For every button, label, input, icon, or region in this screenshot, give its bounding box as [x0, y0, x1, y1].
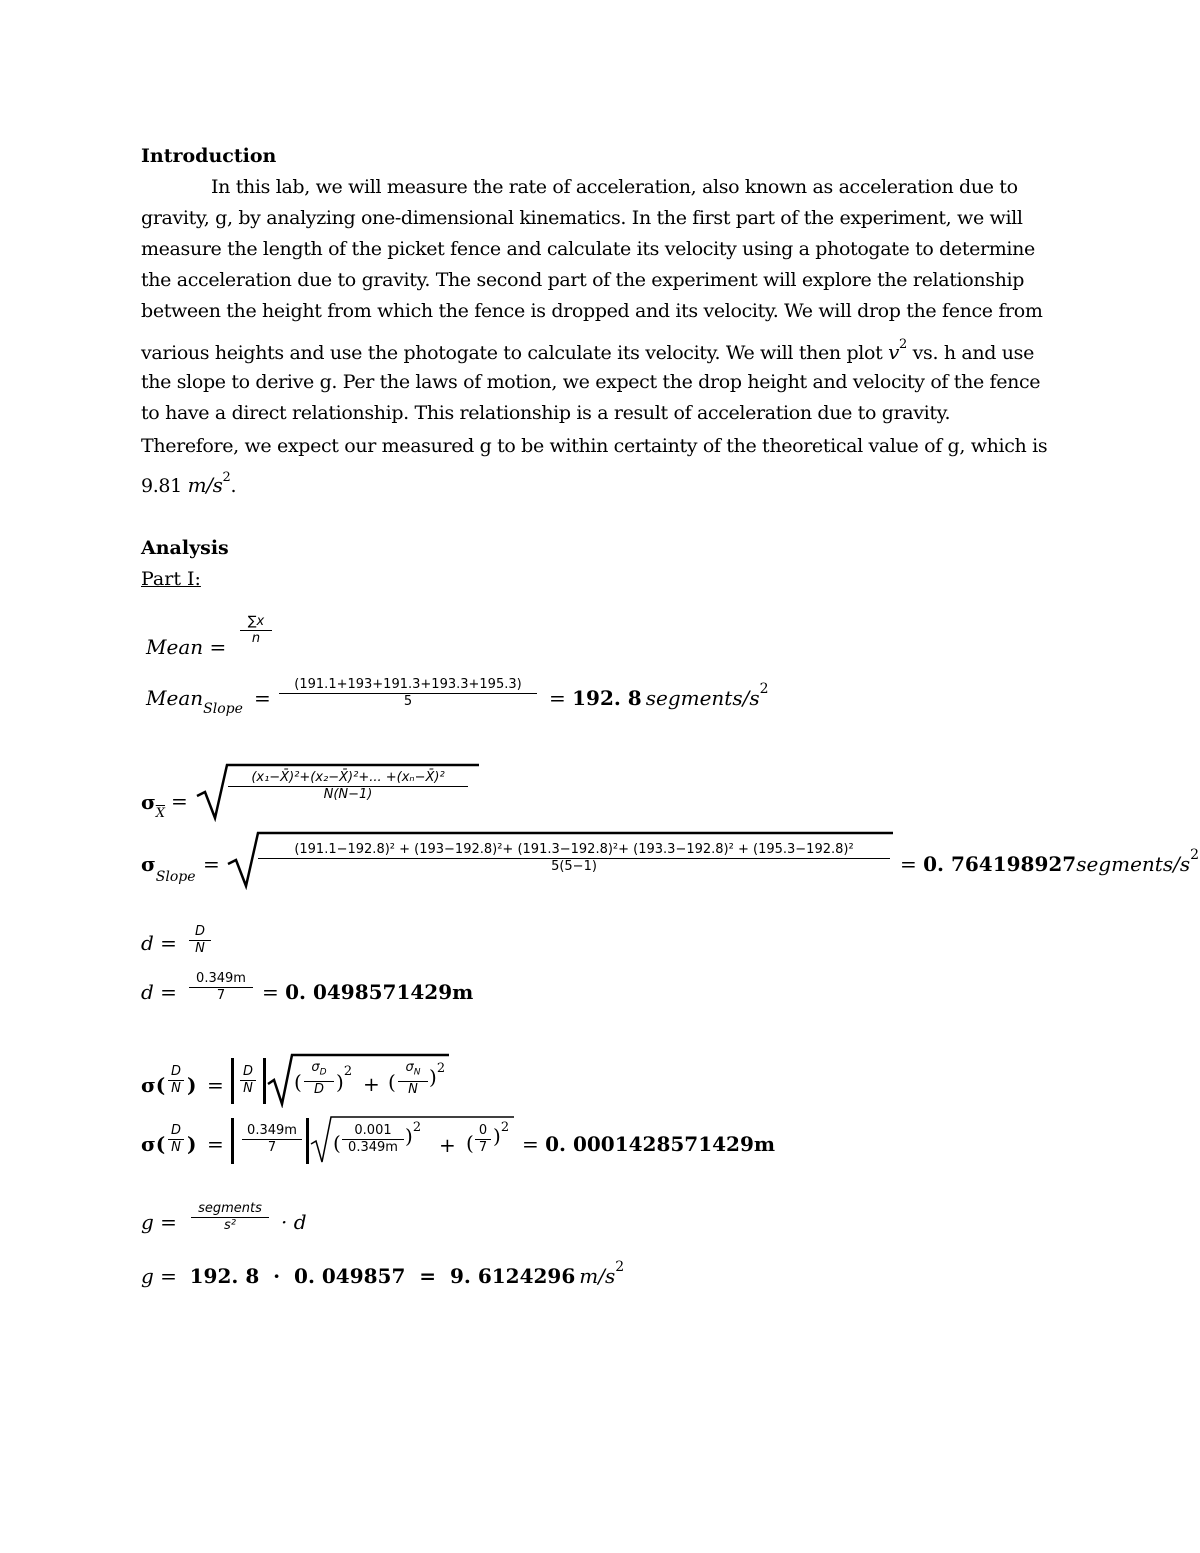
paren-open-c: ( — [333, 1131, 341, 1155]
sigma-slope-unit: segments/s — [1076, 852, 1191, 876]
sigma-dn-arg-den-2: N — [168, 1139, 184, 1156]
paren-close-d: )$^2$ — [493, 1120, 510, 1148]
equals-5: = — [207, 1132, 224, 1156]
intro-line-10 — [141, 469, 237, 497]
d-calc-denominator: 7 — [189, 987, 253, 1004]
intro-line-6 — [141, 336, 1034, 364]
sigma-dn-arg-fraction-1 — [168, 1064, 184, 1097]
intro-line-3: measure the length of the picket fence and calculate its velocity using a photogate to determine — [141, 238, 1035, 260]
g-calc-unit: m/s — [579, 1264, 616, 1288]
sd-den-a: D — [304, 1081, 334, 1098]
mean-slope-unit: segments/s — [645, 686, 760, 710]
paren-close-a: )$^2$ — [336, 1064, 353, 1094]
g-rhs: · d — [281, 1210, 307, 1234]
sd-result-value: 0. 0001428571429m — [545, 1132, 776, 1156]
paren-open-d: ( — [466, 1131, 474, 1155]
intro-line-7: the slope to derive g. Per the laws of motion, we expect the drop height and velocity of the fence — [141, 371, 1041, 393]
sigma-slope-value: 0. 764198927 — [923, 852, 1077, 876]
sd2-den-b: 7 — [475, 1139, 491, 1156]
sigma-slope-result: = 0. $764198927segments/s^2$ — [900, 846, 1200, 876]
sigma-slope-numerator: (191.1−192.8)² + (193−192.8)²+ (191.3−192.8)²+ (193.3−192.8)² + (195.3−192.8)² — [294, 842, 854, 857]
g-fraction — [191, 1201, 269, 1234]
g-numerator: segments — [198, 1201, 262, 1216]
plus-b: + — [439, 1133, 456, 1157]
abs-num-2: 0.349m — [247, 1123, 297, 1138]
g-label-1: g = — [141, 1210, 177, 1234]
sd2-fraction-b — [475, 1123, 491, 1156]
abs-bar-left-1 — [231, 1058, 234, 1104]
mean-slope-result: = 192. 8 segments/$s^2$ — [549, 680, 769, 710]
sd2-num-b: 0 — [478, 1123, 488, 1138]
sd-fraction-b — [398, 1060, 428, 1098]
sd-den-b: N — [398, 1081, 428, 1098]
sd2-num-a: 0.001 — [354, 1123, 392, 1138]
analysis-heading: Analysis — [141, 537, 229, 559]
sigma-dn-close-1: ) — [187, 1073, 197, 1097]
sigma-slope-denominator: 5(5−1) — [258, 858, 890, 875]
period: . — [230, 475, 237, 497]
sigma-slope-subscript: Slope — [155, 869, 196, 885]
mean-slope-denominator: 5 — [279, 693, 537, 710]
v-symbol: v — [888, 340, 900, 364]
sigma-dn-arg-den-1: N — [168, 1080, 184, 1097]
abs-fraction-1 — [240, 1064, 256, 1097]
abs-den-1: N — [240, 1080, 256, 1097]
sigma-x-numerator: (x₁−X̄)²+(x₂−X̄)²+... +(xₙ−X̄)² — [251, 770, 445, 785]
sigma-slope-unit-exp: 2 — [1190, 846, 1200, 863]
intro-line-6-tail: vs. h and use — [912, 342, 1034, 364]
sd2-den-a: 0.349m — [342, 1139, 404, 1156]
sigma-slope-label: σSlope — [141, 852, 196, 885]
mean-slope-label — [146, 686, 243, 717]
d-result: = 0. 0498571429m — [262, 980, 474, 1004]
d-fraction — [189, 924, 211, 957]
sigma-x-fraction — [228, 770, 468, 803]
g-calc-line: g = 192. 8 · 0. 049857 = 9. 6124296 $m/s^2$ — [141, 1258, 625, 1288]
d-numerator: D — [194, 924, 205, 939]
d-result-value: 0. 0498571429m — [285, 980, 474, 1004]
g-calc-unit-exp: 2 — [615, 1258, 625, 1275]
equals-2: = — [171, 789, 188, 813]
equals-4: = — [207, 1073, 224, 1097]
g-denominator: s² — [191, 1217, 269, 1234]
sigma-dn-close-2: ) — [187, 1132, 197, 1156]
abs-den-2: 7 — [242, 1139, 302, 1156]
intro-line-6-text: various heights and use the photogate to calculate its velocity. We will then plot — [141, 342, 883, 364]
sigma-dn-arg-num-1: D — [170, 1064, 181, 1079]
paren-close-c: )$^2$ — [405, 1120, 422, 1148]
sigma-slope-fraction — [258, 842, 890, 875]
sigma-dn-arg-num-2: D — [170, 1123, 181, 1138]
equals-3: = — [203, 852, 220, 876]
part-one-label: Part I: — [141, 568, 201, 590]
mean-slope-numerator: (191.1+193+191.3+193.3+195.3) — [294, 677, 522, 692]
mean-slope-word: Mean — [146, 686, 204, 710]
sd-result: = 0. 0001428571429m — [522, 1132, 776, 1156]
abs-bar-left-2 — [231, 1118, 234, 1164]
sigma-dn-label-1: σ( — [141, 1073, 166, 1097]
plus-a: + — [363, 1072, 380, 1096]
sigma-dn-label-2: σ( — [141, 1132, 166, 1156]
mean-label: Mean = — [146, 635, 227, 659]
mean-fraction — [240, 614, 272, 647]
abs-num-1: D — [242, 1064, 253, 1079]
paren-close-b: )$^2$ — [429, 1061, 446, 1089]
sd2-fraction-a — [342, 1123, 404, 1156]
intro-line-9: Therefore, we expect our measured g to be within certainty of the theoretical value of g, which is — [141, 435, 1048, 457]
introduction-heading: Introduction — [141, 145, 277, 167]
v-exponent: 2 — [899, 336, 907, 352]
d-denominator: N — [189, 940, 211, 957]
equals-1: = — [254, 686, 271, 710]
paren-open-b: ( — [388, 1070, 396, 1094]
mean-numerator: ∑x — [247, 614, 265, 629]
intro-line-2: gravity, g, by analyzing one-dimensional kinematics. In the first part of the experiment, we will — [141, 207, 1023, 229]
intro-line-5: between the height from which the fence is dropped and its velocity. We will drop the fence from — [141, 300, 1043, 322]
sd-num-b: $\sigma_N$ — [405, 1060, 421, 1078]
sigma-dn-arg-fraction-2 — [168, 1123, 184, 1156]
g-value: 9.81 — [141, 475, 182, 497]
mean-slope-unit-exp: 2 — [759, 680, 769, 697]
g-units-exponent: 2 — [222, 469, 231, 485]
intro-line-4: the acceleration due to gravity. The second part of the experiment will explore the relationship — [141, 269, 1025, 291]
intro-line-8: to have a direct relationship. This relationship is a result of acceleration due to gravity. — [141, 402, 951, 424]
mean-slope-subscript: Slope — [203, 701, 243, 717]
sd-fraction-a — [304, 1060, 334, 1098]
d-calc-fraction — [189, 971, 253, 1004]
sd-num-a: $\sigma_D$ — [311, 1060, 327, 1078]
g-units: m/s — [187, 473, 223, 497]
d-definition-label: d = — [141, 931, 177, 955]
sigma-x-denominator: N(N−1) — [228, 786, 468, 803]
d-calc-numerator: 0.349m — [196, 971, 246, 986]
mean-slope-fraction — [279, 677, 537, 710]
sigma-x-label: $\sigma_{\overline{X}}$ — [141, 790, 166, 821]
intro-line-1: In this lab, we will measure the rate of acceleration, also known as acceleration due to — [211, 176, 1018, 198]
abs-fraction-2 — [242, 1123, 302, 1156]
mean-slope-value: 192. 8 — [572, 686, 642, 710]
paren-open-a: ( — [294, 1070, 302, 1094]
g-calc-expression: 192. 8 · 0. 049857 = 9. 6124296 — [189, 1264, 576, 1288]
mean-denominator: n — [240, 630, 272, 647]
d-calc-label: d = — [141, 980, 177, 1004]
